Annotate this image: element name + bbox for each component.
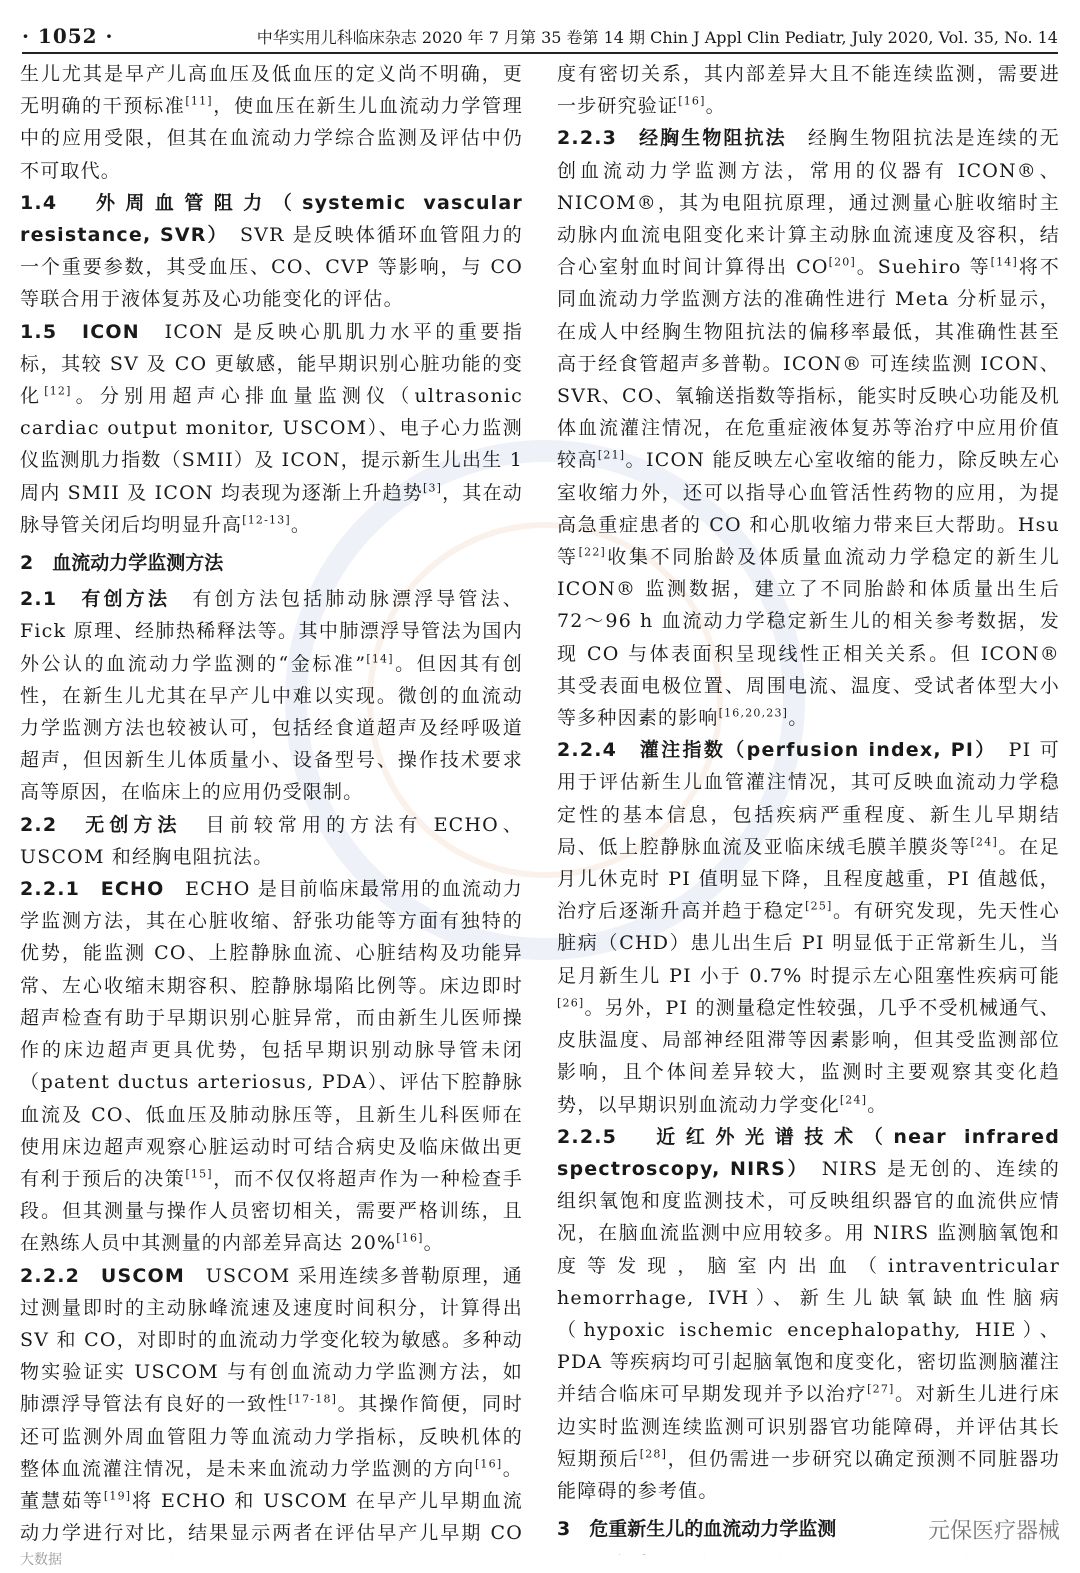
section-2-title: 2 血流动力学监测方法 (20, 552, 224, 575)
footer-watermark-left: 大数据 (20, 1552, 62, 1568)
section-2-2-3: 2.2.3 经胸生物阻抗法 经胸生物阻抗法是连续的无创血流动力学监测方法，常用的仪器有 ICON®、NICOM®，其为电阻抗原理，通过测量心脏收缩时主动脉内血流电阻变化来计算主动脉血流速度及容积，结合心室射血时间计算得出 CO[20]。Suehiro 等[14]将不同血流动力学监测方法的准确性进行 Meta 分析显示，在成人中经胸生物阻抗法的偏移率最低，其准确性甚至高于经食管超声多普勒。ICON® 可连续监测 ICON、SVR、CO、氧输送指数等指标，能实时反映心功能及机体血流灌注情况，在危重症液体复苏等治疗中应用价值较高[21]。ICON 能反映左心室收缩的能力，除反映左心室收缩力外，还可以指导心血管活性药物的应用，为提高急重症患者的 CO 和心肌收缩力带来巨大帮助。Hsu 等[22]收集不同胎龄及体质量血流动力学稳定的新生儿 ICON® 监测数据，建立了不同胎龄和体质量出生后 72～96 h 血流动力学稳定新生儿的相关参考数据，发现 CO 与体表面积呈现线性正相关关系。但 ICON® 其受表面电极位置、周围电流、温度、受试者体型大小等多种因素的影响[16,20,23]。 (557, 127, 1060, 730)
section-2-2-5: 2.2.5 近红外光谱技术（near infrared spectroscopy, NIRS） NIRS 是无创的、连续的组织氧饱和度监测技术，可反映组织器官的血流供应情况，在脑血流监测中应用较多。用 NIRS 监测脑氧饱和度等发现，脑室内出血（intraventricular hemorrhage, IVH）、新生儿缺氧缺血性脑病（hypoxic ischemic encephalopathy, HIE）、PDA 等疾病均可引起脑氧饱和度变化，密切监测脑灌注并结合临床可早期发现并予以治疗[27]。对新生儿进行床边实时监测连续监测可识别器官功能障碍，并评估其长短期预后[28]，但仍需进一步研究以确定预测不同脏器功能障碍的参考值。 (557, 1125, 1060, 1502)
section-3-1 (557, 1549, 1060, 1555)
heading-1-5: 1.5 ICON (20, 320, 140, 343)
section-3-title: 3 危重新生儿的血流动力学监测 (557, 1518, 837, 1541)
heading-2-2-2: 2.2.2 USCOM (20, 1264, 185, 1287)
section-2-2-1: 2.2.1 ECHO ECHO 是目前临床最常用的血流动力学监测方法，其在心脏收缩、舒张功能等方面有独特的优势，能监测 CO、上腔静脉血流、心脏结构及功能异常、左心收缩末期容积、腔静脉塌陷比例等。床边即时超声检查有助于早期识别心脏异常，而由新生儿医师操作的床边超声更具优势，包括早期识别动脉导管未闭（patent ductus arteriosus, PDA）、评估下腔静脉血流及 CO、低血压及肺动脉压等，且新生儿科医师在使用床边超声观察心脏运动时可结合病史及临床做出更有利于预后的决策[15]，而不仅仅将超声作为一种检查手段。但其测量与操作人员密切相关，需要严格训练，且在熟练人员中其测量的内部差异高达 20%[16]。 (20, 878, 523, 1255)
paragraph: 度有密切关系，其内部差异大且不能连续监测，需要进一步研究验证[16]。 (557, 63, 1060, 118)
heading-2-2: 2.2 无创方法 (20, 813, 182, 836)
heading-2-1: 2.1 有创方法 (20, 588, 171, 611)
footer-watermark-right: 元保医疗器械 (927, 1519, 1060, 1544)
heading-1-4: 1.4 外周血管阻力（systemic vascular resistance, SVR） (20, 191, 523, 247)
heading-2-2-1: 2.2.1 ECHO (20, 878, 165, 901)
heading-2-2-3: 2.2.3 经胸生物阻抗法 (557, 127, 787, 150)
section-2-1: 2.1 有创方法 有创方法包括肺动脉漂浮导管法、Fick 原理、经肺热稀释法等。其中肺漂浮导管法为国内外公认的血流动力学监测的“金标准”[14]。但因其有创性，在新生儿尤其在早产儿中难以实现。微创的血流动力学监测方法也较被认可，包括经食道超声及经呼吸道超声，但因新生儿体质量小、设备型号、操作技术要求高等原因，在临床上的应用仍受限制。 (20, 588, 523, 804)
journal-citation: 中华实用儿科临床杂志 2020 年 7 月第 35 卷第 14 期 Chin J Appl Clin Pediatr, July 2020, Vol. 35, No. 14 (256, 28, 1058, 47)
heading-2-2-5: 2.2.5 近红外光谱技术（near infrared spectroscopy, NIRS） (557, 1125, 1060, 1180)
heading-3-1 (557, 1554, 655, 1555)
section-2-2: 2.2 无创方法 目前较常用的方法有 ECHO、USCOM 和经胸电阻抗法。 (20, 813, 523, 868)
section-2-2-2: 2.2.2 USCOM USCOM 采用连续多普勒原理，通过测量即时的主动脉峰流速及速度时间积分，计算得出 SV 和 CO，对即时的血流动力学变化较为敏感。多种动物实验证实 USCOM 与有创血流动力学监测方法，如肺漂浮导管法有良好的一致性[17-18]。其操作简便，同时还可监测外周血管阻力等血流动力学指标，反映机体的整体血流灌注情况，是未来血流动力学监测的方向[16]。董慧茹等[19]将 ECHO 和 USCOM 在早产儿早期血流动力学进行对比，结果显示两者在评估早产儿早期 CO (20, 1264, 523, 1545)
page-header (22, 18, 1058, 54)
page-number: · 1052 · (22, 24, 114, 48)
section-1-4: 1.4 外周血管阻力（systemic vascular resistance, SVR） SVR 是反映体循环血管阻力的一个重要参数，其受血压、CO、CVP 等影响，与 CO 等联合用于液体复苏及心功能变化的评估。 (20, 191, 523, 311)
paragraph: 生儿尤其是早产儿高血压及低血压的定义尚不明确，更无明确的干预标准[11]，使血压在新生儿血流动力学管理中的应用受限，但其在血流动力学综合监测及评估中仍不可取代。 (20, 63, 523, 182)
left-column (20, 58, 523, 1555)
body-columns (20, 58, 1060, 1555)
right-column (557, 58, 1060, 1555)
heading-2-2-4: 2.2.4 灌注指数（perfusion index, PI） (557, 739, 988, 762)
section-2-2-4: 2.2.4 灌注指数（perfusion index, PI） PI 可用于评估新生儿血管灌注情况，其可反映血流动力学稳定性的基本信息，包括疾病严重程度、新生儿早期结局、低上腔静脉血流及亚临床绒毛膜羊膜炎等[24]。在足月儿休克时 PI 值明显下降，且程度越重，PI 值越低，治疗后逐渐升高并趋于稳定[25]。有研究发现，先天性心脏病（CHD）患儿出生后 PI 明显低于正常新生儿，当足月新生儿 PI 小于 0.7% 时提示左心阻塞性疾病可能[26]。另外，PI 的测量稳定性较强，几乎不受机械通气、皮肤温度、局部神经阻滞等因素影响，但其受监测部位影响，且个体间差异较大，监测时主要观察其变化趋势，以早期识别血流动力学变化[24]。 (557, 739, 1060, 1116)
section-1-5: 1.5 ICON ICON 是反映心肌肌力水平的重要指标，其较 SV 及 CO 更敏感，能早期识别心脏功能的变化[12]。分别用超声心排血量监测仪（ultrasonic cardiac output monitor, USCOM）、电子心力监测仪监测肌力指数（SMII）及 ICON，提示新生儿出生 1 周内 SMII 及 ICON 均表现为逐渐上升趋势[3]，其在动脉导管关闭后均明显升高[12-13]。 (20, 320, 523, 536)
